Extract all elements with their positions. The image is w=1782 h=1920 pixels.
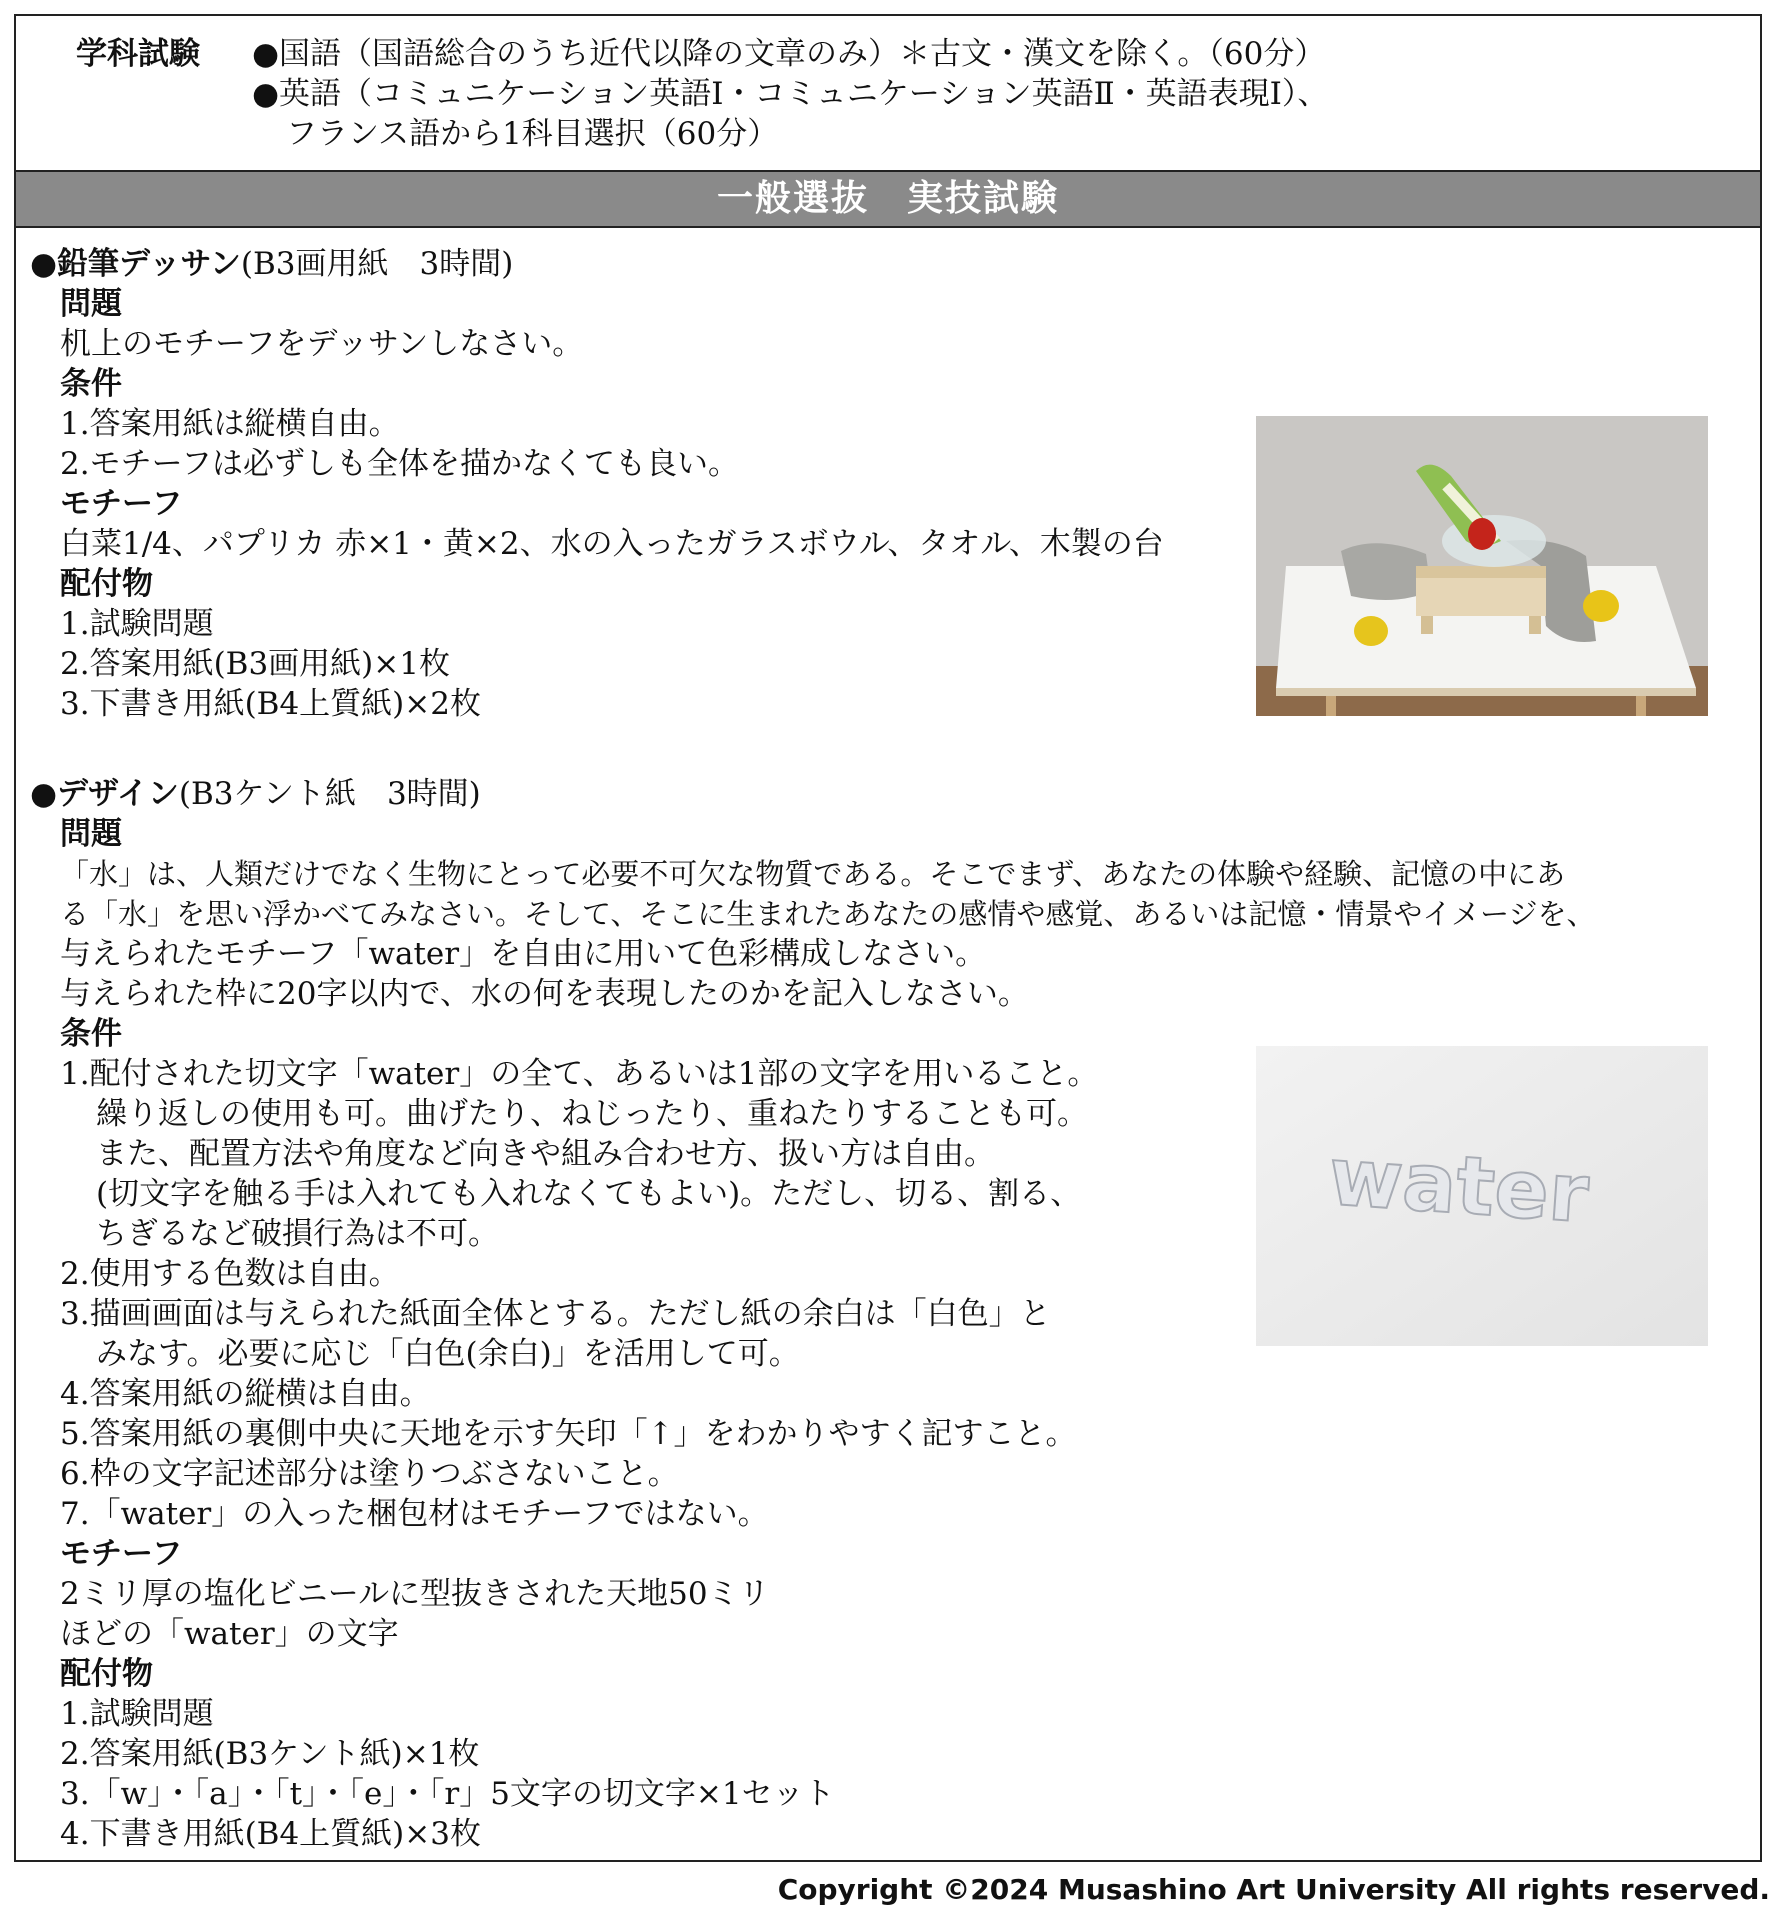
design-supply-4: 4.下書き用紙(B4上質紙)×3枚 [60, 1816, 481, 1852]
design-problem-label: 問題 [60, 816, 122, 852]
design-condition-3-cont: みなす。必要に応じ「白色(余白)」を活用して可。 [96, 1336, 800, 1372]
design-condition-4: 4.答案用紙の縦横は自由。 [60, 1376, 431, 1412]
design-condition-7: 7.「water」の入った梱包材はモチーフではない。 [60, 1496, 769, 1532]
written-exam-french: フランス語から1科目選択（60分） [286, 116, 779, 152]
photo-table-edge [1276, 688, 1696, 696]
copyright-notice: Copyright ©2024 Musashino Art University All rights reserved. [777, 1873, 1770, 1906]
design-condition-5: 5.答案用紙の裏側中央に天地を示す矢印「↑」をわかりやすく記すこと。 [60, 1416, 1077, 1452]
exam-document [14, 14, 1762, 1862]
pencil-title-note: (B3画用紙 3時間) [240, 246, 514, 282]
design-condition-1-cont-d: ちぎるなど破損行為は不可。 [96, 1216, 499, 1252]
practical-exam-banner: 一般選抜 実技試験 [16, 172, 1760, 228]
pencil-supplies-label: 配付物 [60, 566, 153, 602]
design-problem-line-1: 「水」は、人類だけでなく生物にとって必要不可欠な物質である。そこでまず、あなたの体験や経験、記憶の中にあ [60, 857, 1566, 891]
water-cutout-letters: water [1325, 1129, 1592, 1241]
design-supply-1: 1.試験問題 [60, 1696, 214, 1732]
design-condition-1: 1.配付された切文字「water」の全て、あるいは1部の文字を用いること。 [60, 1056, 1099, 1092]
pencil-problem-label: 問題 [60, 286, 122, 322]
pencil-motif-label: モチーフ [60, 486, 183, 522]
pencil-supply-2: 2.答案用紙(B3画用紙)×1枚 [60, 646, 450, 682]
design-problem-line-2: る「水」を思い浮かべてみなさい。そして、そこに生まれたあなたの感情や感覚、あるいは記憶・情景やイメージを、 [60, 897, 1596, 931]
pencil-supply-3: 3.下書き用紙(B4上質紙)×2枚 [60, 686, 481, 722]
written-exam-japanese: ●国語（国語総合のうち近代以降の文章のみ）＊古文・漢文を除く。（60分） [252, 36, 1326, 72]
design-condition-6: 6.枠の文字記述部分は塗りつぶさないこと。 [60, 1456, 679, 1492]
design-problem-line-4: 与えられた枠に20字以内で、水の何を表現したのかを記入しなさい。 [60, 976, 1029, 1012]
pencil-condition-1: 1.答案用紙は縦横自由。 [60, 406, 400, 442]
pencil-title-text: ●鉛筆デッサン [30, 246, 241, 282]
still-life-photo [1256, 416, 1708, 716]
design-condition-3: 3.描画画面は与えられた紙面全体とする。ただし紙の余白は「白色」と [60, 1296, 1051, 1332]
design-motif-line-2: ほどの「water」の文字 [60, 1616, 399, 1652]
photo-red-pepper [1468, 518, 1496, 550]
photo-yellow-pepper-left [1354, 616, 1388, 646]
written-exam-label: 学科試験 [76, 36, 200, 72]
design-problem-line-3: 与えられたモチーフ「water」を自由に用いて色彩構成しなさい。 [60, 936, 987, 972]
design-condition-1-cont-a: 繰り返しの使用も可。曲げたり、ねじったり、重ねたりすることも可。 [96, 1096, 1088, 1132]
water-cutout-photo [1256, 1046, 1708, 1346]
written-exam-english: ●英語（コミュニケーション英語Ⅰ・コミュニケーション英語Ⅱ・英語表現Ⅰ）、 [252, 76, 1329, 112]
design-condition-1-cont-b: また、配置方法や角度など向きや組み合わせ方、扱い方は自由。 [96, 1136, 995, 1172]
design-title-text: ●デザイン [30, 776, 179, 812]
pencil-supply-1: 1.試験問題 [60, 606, 214, 642]
design-condition-1-cont-c: (切文字を触る手は入れても入れなくてもよい)。ただし、切る、割る、 [96, 1176, 1082, 1212]
design-supply-2: 2.答案用紙(B3ケント紙)×1枚 [60, 1736, 480, 1772]
design-title-note: (B3ケント紙 3時間) [178, 776, 481, 812]
design-condition-2: 2.使用する色数は自由。 [60, 1256, 400, 1292]
pencil-conditions-label: 条件 [60, 366, 122, 402]
pencil-motif-text: 白菜1/4、パプリカ 赤×1・黄×2、水の入ったガラスボウル、タオル、木製の台 [60, 526, 1164, 562]
design-motif-line-1: 2ミリ厚の塩化ビニールに型抜きされた天地50ミリ [60, 1576, 770, 1612]
design-title [30, 774, 481, 814]
design-supply-3: 3.「w」・「a」・「t」・「e」・「r」5文字の切文字×1セット [60, 1776, 835, 1812]
pencil-title [30, 244, 513, 284]
design-supplies-label: 配付物 [60, 1656, 153, 1692]
photo-yellow-pepper-right [1583, 590, 1619, 622]
design-motif-label: モチーフ [60, 1536, 183, 1572]
pencil-condition-2: 2.モチーフは必ずしも全体を描かなくても良い。 [60, 446, 740, 482]
written-exam-section [16, 16, 1760, 172]
pencil-problem-text: 机上のモチーフをデッサンしなさい。 [60, 326, 584, 362]
design-conditions-label: 条件 [60, 1016, 122, 1052]
